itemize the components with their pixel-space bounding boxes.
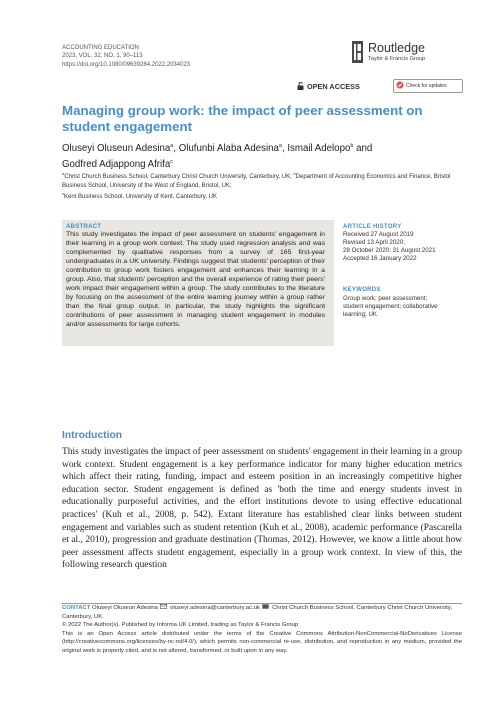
affil-text: Department of Accounting Economics and Finance, Bristol Business School, University of the West of England, Bristol, UK; — [62, 174, 451, 189]
contact-name: Oluseyi Oluseun Adesina — [92, 605, 158, 611]
history-line: 28 October 2020; 31 August 2021 — [343, 247, 436, 255]
open-lock-icon — [297, 82, 305, 90]
publisher-name: Routledge — [368, 41, 425, 55]
author-sup: a — [278, 143, 282, 149]
check-updates-button[interactable] — [393, 79, 463, 93]
introduction-paragraph: This study investigates the impact of peer assessment on students' engagement in their learning in a group work context. Student engagement is a key performance indicator for many higher education metrics which affect their rating, funding, impact and esteem position in an increasingly competitive higher education sector. Student engagement is defined as 'both the time and energy students invest in educationally purposeful activities, and the effort institutions devote to using effective educational practices' (Kuh et al., 2008, p. 542). Extant literature has established clear links between student engagement and variables such as student retention (Kuh et al., 2008), academic performance (Pascarella et al., 2010), progression and graduate destination (Thomas, 2012). However, we know a little about how peer assessment affects student engagement, especially in a group work context. In view of this, the following research question — [62, 447, 462, 571]
publisher-logo — [352, 41, 462, 67]
affil-sup: c — [62, 191, 64, 196]
affil-text: Kent Business School, University of Kent, Canterbury, UK — [64, 194, 217, 200]
history-label: ARTICLE HISTORY — [343, 224, 402, 230]
publisher-subtitle: Taylor & Francis Group — [368, 56, 426, 62]
author-sup: b — [350, 143, 354, 149]
contact-affiliation: Christ Church Business School, Canterbury Christ Church University, Canterbury, UK — [62, 605, 453, 620]
journal-doi[interactable]: https://doi.org/10.1080/09639284.2022.2034023 — [62, 61, 191, 68]
author-name[interactable]: Ismail Adelopo — [287, 143, 351, 155]
author-sup: a — [170, 143, 174, 149]
copyright-line: © 2022 The Author(s). Published by Informa UK Limited, trading as Taylor & Francis Group — [62, 622, 299, 629]
journal-volume: 2023, VOL. 32, NO. 1, 90–113 — [62, 53, 143, 60]
author-separator: , — [173, 143, 179, 155]
affil-text: Christ Church Business School, Canterbury Christ Church University, Canterbury, UK; — [64, 174, 294, 180]
history-line: Accepted 16 January 2022 — [343, 255, 417, 263]
abstract-text: This study investigates the impact of peer assessment on students' engagement in their learning in a group work context. The study used regression analysis and was complemented by qualitative responses from a survey of 165 first-year undergraduates in a UK university. Findings suggest that students' perception of their contribution to group work fosters engagement and enhances their learning in a group. Also, that students' perception and the overall experience of rating their peers' work impact their engagement within a group. The study contributes to the literature by focusing on the assessment of the entire learning journey within a group rather than the final group output. In particular, the study highlights the significant contributions of peer assessment in managing student engagement in modules and/or assessments for large cohorts. — [66, 231, 325, 328]
article-title: Managing group work: the impact of peer assessment on student engagement — [62, 103, 423, 134]
journal-name: ACCOUNTING EDUCATION — [62, 45, 139, 51]
history-line: Revised 13 April 2020; — [343, 239, 405, 247]
author-separator: , — [281, 143, 288, 155]
introduction-heading: Introduction — [62, 430, 123, 441]
keywords-label: KEYWORDS — [343, 287, 381, 293]
check-updates-label: Check for updates — [406, 83, 447, 89]
license-text: This is an Open Access article distributed under the terms of the Creative Commons Attribution-NonCommercial-NoDerivatives License (http://creativecommons.org/licenses/by-nc-nd/4.0/), which permits non-commercial re-use, distribution, and reproduction in any medium, provided the original work is properly cited, and is not altered, transformed, or built upon in any way. — [62, 630, 462, 654]
author-sup: c — [170, 158, 174, 165]
affiliations — [62, 170, 462, 202]
journal-header — [62, 44, 190, 69]
routledge-logo-icon — [352, 41, 363, 63]
author-separator: and — [353, 143, 373, 155]
affil-sup: a — [62, 171, 65, 176]
author-list — [62, 140, 462, 171]
keywords-text: Group work; peer assessment; student engagement; collaborative learning; UK — [343, 295, 438, 319]
affil-sup: b — [293, 171, 296, 176]
contact-email[interactable]: oluseyi.adesina@canterbury.ac.uk — [170, 605, 260, 611]
address-icon — [262, 604, 269, 609]
abstract-label: ABSTRACT — [66, 224, 102, 230]
history-list — [343, 231, 443, 263]
introduction-body — [62, 446, 462, 572]
author-name[interactable]: Godfred Adjappong Afrifa — [62, 158, 171, 170]
author-name[interactable]: Oluseyi Oluseun Adesina — [62, 143, 171, 155]
open-access-label: OPEN ACCESS — [307, 82, 360, 91]
contact-label: CONTACT — [62, 605, 91, 611]
author-name[interactable]: Olufunbi Alaba Adesina — [178, 143, 279, 155]
email-icon — [160, 604, 167, 609]
history-line: Received 27 August 2019 — [343, 231, 414, 238]
open-access-badge — [297, 82, 360, 91]
contact-line — [62, 604, 462, 621]
footer — [62, 604, 462, 656]
crossmark-icon — [396, 81, 404, 89]
